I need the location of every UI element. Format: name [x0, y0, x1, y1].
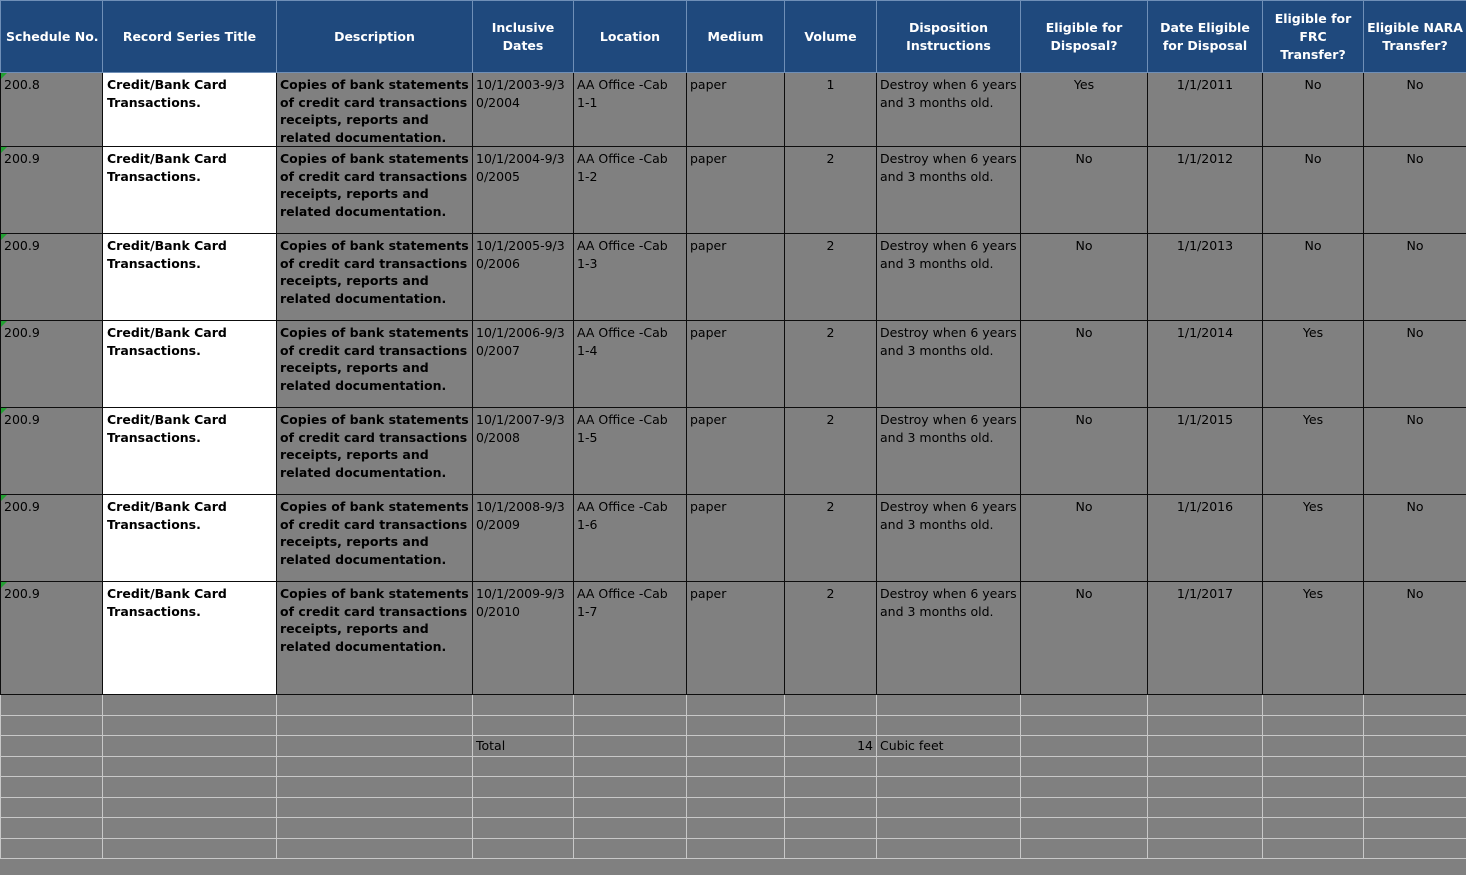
cell-description[interactable]: Copies of bank statements of credit card transactions receipts, reports and related documentation.	[277, 495, 473, 582]
header-row	[1, 1, 1466, 73]
cell-schedule-no[interactable]: 200.8	[1, 73, 103, 147]
cell-location[interactable]: AA Office -Cab 1-5	[574, 408, 687, 495]
cell-schedule-no[interactable]: 200.9	[1, 408, 103, 495]
header-date-eligible[interactable]: Date Eligible for Disposal	[1148, 1, 1263, 73]
header-eligible-nara[interactable]: Eligible NARA Transfer?	[1364, 1, 1466, 73]
cell-eligible-frc[interactable]: No	[1263, 73, 1364, 147]
cell-schedule-no[interactable]: 200.9	[1, 495, 103, 582]
cell-disposition[interactable]: Destroy when 6 years and 3 months old.	[877, 408, 1021, 495]
cell-disposition[interactable]: Destroy when 6 years and 3 months old.	[877, 234, 1021, 321]
header-disposition-instructions[interactable]: Disposition Instructions	[877, 1, 1021, 73]
cell-volume[interactable]: 2	[785, 582, 877, 695]
empty-row	[1, 777, 1466, 798]
cell-eligible-frc[interactable]: Yes	[1263, 582, 1364, 695]
cell-volume[interactable]: 2	[785, 408, 877, 495]
cell-inclusive-dates[interactable]: 10/1/2009-9/30/2010	[473, 582, 574, 695]
cell-date-eligible[interactable]: 1/1/2013	[1148, 234, 1263, 321]
table-row	[1, 582, 1466, 695]
cell-medium[interactable]: paper	[687, 495, 785, 582]
cell-eligible-frc[interactable]: Yes	[1263, 321, 1364, 408]
table-row	[1, 147, 1466, 234]
cell-inclusive-dates[interactable]: 10/1/2008-9/30/2009	[473, 495, 574, 582]
cell-record-title[interactable]: Credit/Bank Card Transactions.	[103, 582, 277, 695]
empty-row	[1, 715, 1466, 736]
table-row	[1, 408, 1466, 495]
cell-description[interactable]: Copies of bank statements of credit card transactions receipts, reports and related documentation.	[277, 321, 473, 408]
cell-medium[interactable]: paper	[687, 234, 785, 321]
table-row	[1, 495, 1466, 582]
cell-eligible-disposal[interactable]: No	[1021, 582, 1148, 695]
cell-schedule-no[interactable]: 200.9	[1, 234, 103, 321]
cell-location[interactable]: AA Office -Cab 1-1	[574, 73, 687, 147]
cell-date-eligible[interactable]: 1/1/2017	[1148, 582, 1263, 695]
cell-eligible-frc[interactable]: No	[1263, 147, 1364, 234]
cell-eligible-nara[interactable]: No	[1364, 321, 1466, 408]
total-label[interactable]: Total	[473, 736, 574, 757]
header-description[interactable]: Description	[277, 1, 473, 73]
cell-record-title[interactable]: Credit/Bank Card Transactions.	[103, 73, 277, 147]
cell-inclusive-dates[interactable]: 10/1/2005-9/30/2006	[473, 234, 574, 321]
cell-inclusive-dates[interactable]: 10/1/2003-9/30/2004	[473, 73, 574, 147]
header-record-series-title[interactable]: Record Series Title	[103, 1, 277, 73]
total-volume[interactable]: 14	[785, 736, 877, 757]
cell-eligible-disposal[interactable]: No	[1021, 234, 1148, 321]
cell-description[interactable]: Copies of bank statements of credit card transactions receipts, reports and related documentation.	[277, 73, 473, 147]
cell-date-eligible[interactable]: 1/1/2012	[1148, 147, 1263, 234]
cell-eligible-nara[interactable]: No	[1364, 495, 1466, 582]
cell-medium[interactable]: paper	[687, 147, 785, 234]
total-row	[1, 736, 1466, 757]
cell-record-title[interactable]: Credit/Bank Card Transactions.	[103, 408, 277, 495]
cell-volume[interactable]: 2	[785, 495, 877, 582]
cell-inclusive-dates[interactable]: 10/1/2004-9/30/2005	[473, 147, 574, 234]
cell-record-title[interactable]: Credit/Bank Card Transactions.	[103, 234, 277, 321]
cell-eligible-nara[interactable]: No	[1364, 582, 1466, 695]
cell-volume[interactable]: 2	[785, 234, 877, 321]
cell-eligible-nara[interactable]: No	[1364, 408, 1466, 495]
cell-eligible-disposal[interactable]: No	[1021, 321, 1148, 408]
header-volume[interactable]: Volume	[785, 1, 877, 73]
header-schedule-no[interactable]: Schedule No.	[1, 1, 103, 73]
cell-date-eligible[interactable]: 1/1/2014	[1148, 321, 1263, 408]
cell-eligible-nara[interactable]: No	[1364, 147, 1466, 234]
cell-eligible-disposal[interactable]: Yes	[1021, 73, 1148, 147]
cell-schedule-no[interactable]: 200.9	[1, 321, 103, 408]
cell-eligible-disposal[interactable]: No	[1021, 408, 1148, 495]
cell-schedule-no[interactable]: 200.9	[1, 582, 103, 695]
cell-medium[interactable]: paper	[687, 73, 785, 147]
cell-eligible-nara[interactable]: No	[1364, 234, 1466, 321]
cell-inclusive-dates[interactable]: 10/1/2006-9/30/2007	[473, 321, 574, 408]
cell-description[interactable]: Copies of bank statements of credit card transactions receipts, reports and related documentation.	[277, 147, 473, 234]
cell-medium[interactable]: paper	[687, 321, 785, 408]
cell-disposition[interactable]: Destroy when 6 years and 3 months old.	[877, 73, 1021, 147]
total-unit[interactable]: Cubic feet	[877, 736, 1021, 757]
cell-eligible-disposal[interactable]: No	[1021, 147, 1148, 234]
cell-date-eligible[interactable]: 1/1/2015	[1148, 408, 1263, 495]
cell-volume[interactable]: 2	[785, 321, 877, 408]
table-row	[1, 321, 1466, 408]
cell-eligible-frc[interactable]: No	[1263, 234, 1364, 321]
table-row	[1, 234, 1466, 321]
empty-row	[1, 797, 1466, 818]
empty-row	[1, 756, 1466, 777]
cell-record-title[interactable]: Credit/Bank Card Transactions.	[103, 495, 277, 582]
cell-medium[interactable]: paper	[687, 408, 785, 495]
cell-medium[interactable]: paper	[687, 582, 785, 695]
cell-eligible-disposal[interactable]: No	[1021, 495, 1148, 582]
cell-disposition[interactable]: Destroy when 6 years and 3 months old.	[877, 495, 1021, 582]
cell-volume[interactable]: 2	[785, 147, 877, 234]
header-medium[interactable]: Medium	[687, 1, 785, 73]
empty-row	[1, 838, 1466, 859]
cell-disposition[interactable]: Destroy when 6 years and 3 months old.	[877, 582, 1021, 695]
cell-eligible-frc[interactable]: Yes	[1263, 495, 1364, 582]
cell-date-eligible[interactable]: 1/1/2011	[1148, 73, 1263, 147]
cell-location[interactable]: AA Office -Cab 1-3	[574, 234, 687, 321]
cell-schedule-no[interactable]: 200.9	[1, 147, 103, 234]
table-row	[1, 73, 1466, 147]
cell-inclusive-dates[interactable]: 10/1/2007-9/30/2008	[473, 408, 574, 495]
header-eligible-for-disposal[interactable]: Eligible for Disposal?	[1021, 1, 1148, 73]
cell-eligible-frc[interactable]: Yes	[1263, 408, 1364, 495]
cell-date-eligible[interactable]: 1/1/2016	[1148, 495, 1263, 582]
header-inclusive-dates[interactable]: Inclusive Dates	[473, 1, 574, 73]
cell-location[interactable]: AA Office -Cab 1-7	[574, 582, 687, 695]
cell-eligible-nara[interactable]: No	[1364, 73, 1466, 147]
header-eligible-frc[interactable]: Eligible for FRC Transfer?	[1263, 1, 1364, 73]
cell-location[interactable]: AA Office -Cab 1-6	[574, 495, 687, 582]
cell-volume[interactable]: 1	[785, 73, 877, 147]
empty-row	[1, 818, 1466, 839]
header-location[interactable]: Location	[574, 1, 687, 73]
cell-description[interactable]: Copies of bank statements of credit card transactions receipts, reports and related documentation.	[277, 408, 473, 495]
cell-description[interactable]: Copies of bank statements of credit card transactions receipts, reports and related documentation.	[277, 582, 473, 695]
cell-location[interactable]: AA Office -Cab 1-4	[574, 321, 687, 408]
cell-description[interactable]: Copies of bank statements of credit card transactions receipts, reports and related documentation.	[277, 234, 473, 321]
cell-record-title[interactable]: Credit/Bank Card Transactions.	[103, 321, 277, 408]
cell-disposition[interactable]: Destroy when 6 years and 3 months old.	[877, 147, 1021, 234]
empty-row	[1, 695, 1466, 716]
cell-location[interactable]: AA Office -Cab 1-2	[574, 147, 687, 234]
cell-record-title[interactable]: Credit/Bank Card Transactions.	[103, 147, 277, 234]
cell-disposition[interactable]: Destroy when 6 years and 3 months old.	[877, 321, 1021, 408]
